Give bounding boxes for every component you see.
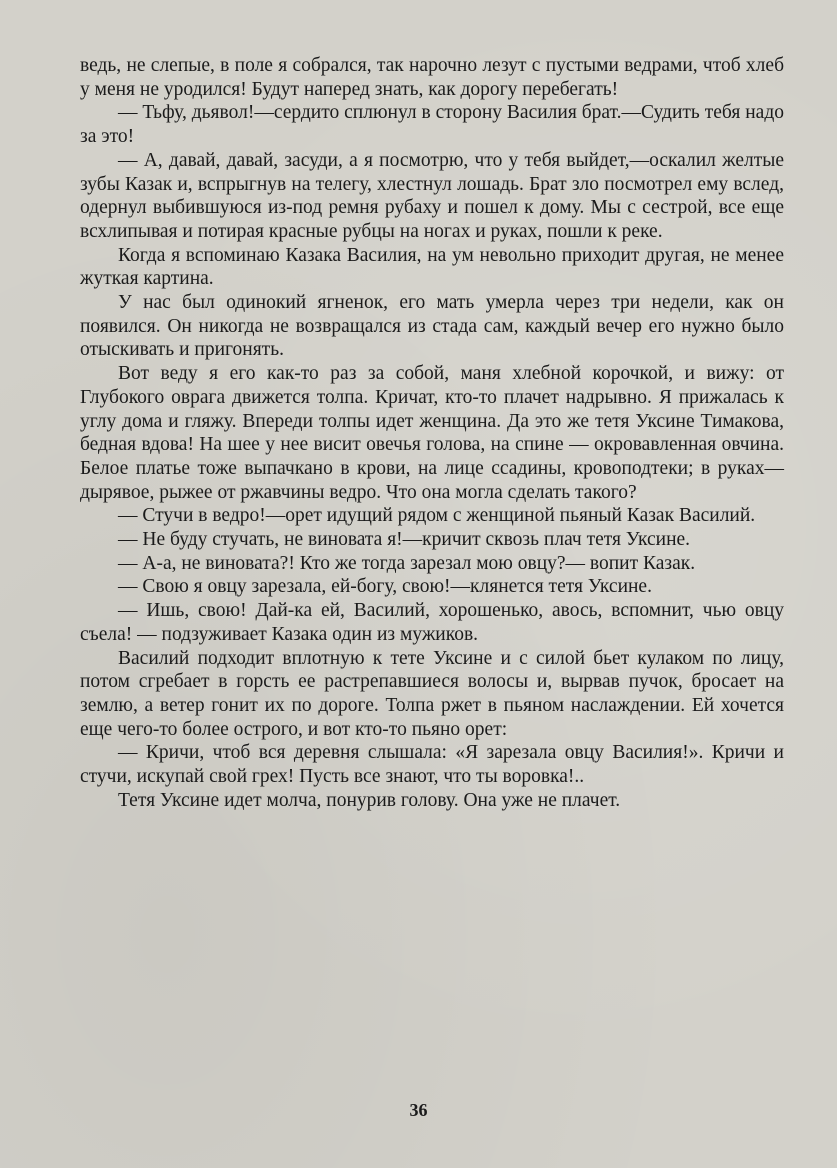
paragraph: Тетя Уксине идет молча, понурив голову. Она уже не плачет. — [118, 789, 621, 811]
paragraph: Василий подходит вплотную к тете Уксине и с силой бьет кулаком по лицу, потом сгребает в горсть ее растрепавшиеся волосы и, вырвав пучок, бросает на землю, а ветер гонит их по дороге. Толпа ржет в пьяном наслаждении. Ей хочется еще чего-то более острого, и вот кто-то пьяно орет: — [80, 647, 784, 740]
paragraph: — Стучи в ведро!—орет идущий рядом с женщиной пьяный Казак Василий. — [118, 505, 756, 527]
paragraph: ведь, не слепые, в поле я собрался, так нарочно лезут с пустыми ведрами, чтоб хлеб у меня не уродился! Будут наперед знать, как дорогу перебегать! — [80, 55, 784, 100]
paragraph: — А, давай, давай, засуди, а я посмотрю, что у тебя выйдет,—оскалил желтые зубы Казак и, вспрыгнув на телегу, хлестнул лошадь. Брат зло посмотрел ему вслед, одернул выбившуюся из-под ремня рубаху и пошел к дому. Мы с сестрой, все еще всхлипывая и потирая красные рубцы на ногах и руках, пошли к реке. — [80, 149, 784, 242]
paragraph: Вот веду я его как-то раз за собой, маня хлебной корочкой, и вижу: от Глубокого оврага движется толпа. Кричат, кто-то плачет надрывно. Я прижалась к углу дома и гляжу. Впереди толпы идет женщина. Да это же тетя Уксине Тимакова, бедная вдова! На шее у нее висит овечья голова, на спине — окровавленная овчина. Белое платье тоже выпачкано в крови, на лице ссадины, кровоподтеки; в руках—дырявое, рыжее от ржавчины ведро. Что она могла сделать такого? — [80, 363, 784, 503]
paragraph: — А-а, не виновата?! Кто же тогда зарезал мою овцу?— вопит Казак. — [118, 552, 696, 574]
paragraph: Когда я вспоминаю Казака Василия, на ум невольно приходит другая, не менее жуткая картина. — [80, 244, 784, 290]
page-number: 36 — [409, 1100, 428, 1120]
paragraph: — Не буду стучать, не виновата я!—кричит сквозь плач тетя Уксине. — [118, 529, 691, 551]
paragraph: — Кричи, чтоб вся деревня слышала: «Я зарезала овцу Василия!». Кричи и стучи, искупай свой грех! Пусть все знают, что ты воровка!.. — [80, 742, 784, 788]
paragraph: — Свою я овцу зарезала, ей-богу, свою!—клянется тетя Уксине. — [118, 576, 652, 598]
paragraph: — Тьфу, дьявол!—сердито сплюнул в сторону Василия брат.—Судить тебя надо за это! — [80, 102, 784, 148]
paragraph: — Ишь, свою! Дай-ка ей, Василий, хорошенько, авось, вспомнит, чью овцу съела! — подзуживает Казака один из мужиков. — [80, 600, 784, 645]
body-text — [80, 54, 784, 813]
paragraph: У нас был одинокий ягненок, его мать умерла через три недели, как он появился. Он никогда не возвращался из стада сам, каждый вечер его нужно было отыскивать и пригонять. — [80, 292, 784, 361]
